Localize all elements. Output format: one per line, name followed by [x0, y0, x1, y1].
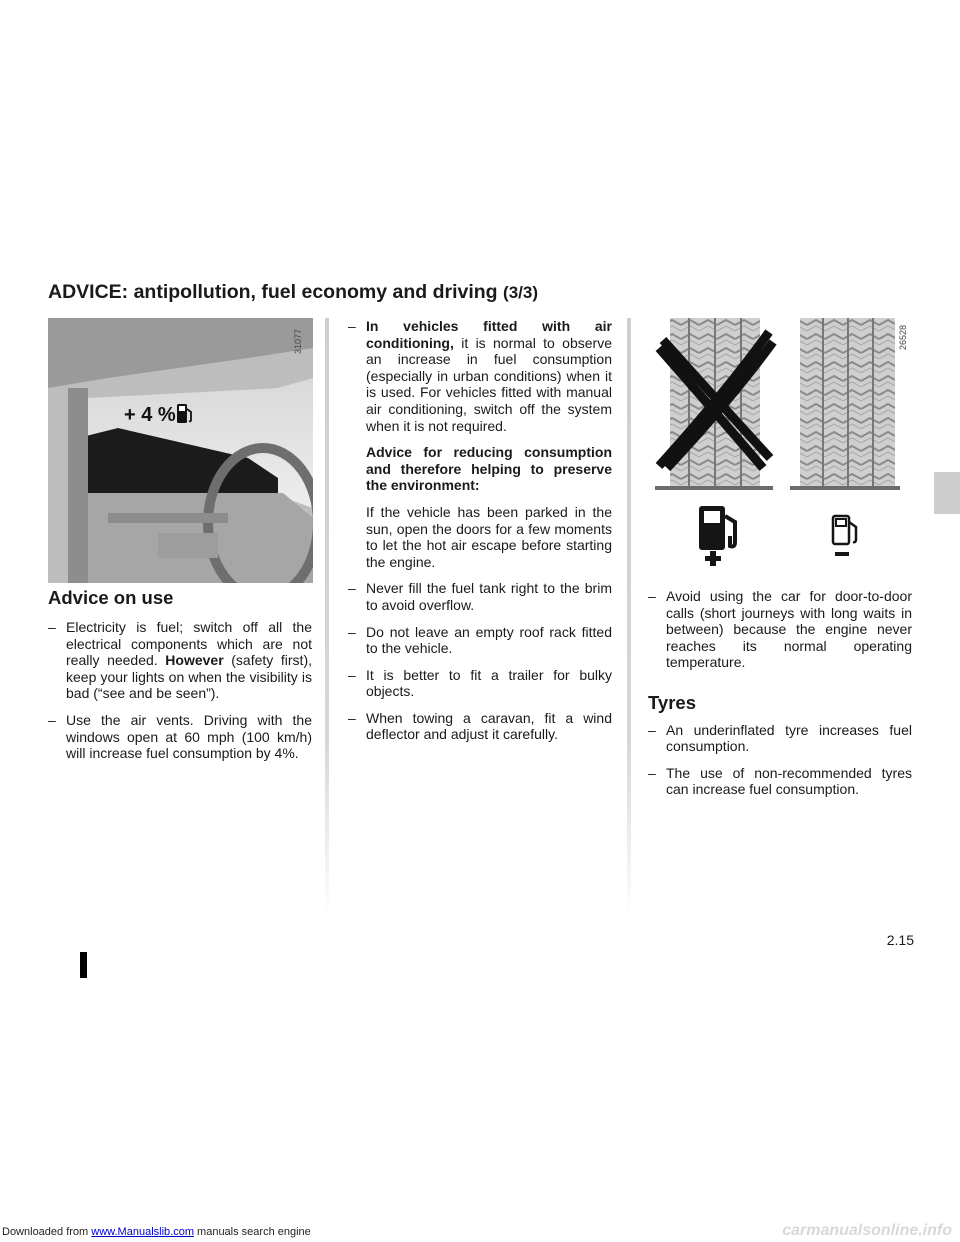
- column-1: [48, 587, 312, 772]
- tyres-illustration: [645, 318, 915, 578]
- car-window-illustration: [48, 318, 313, 583]
- section-tab: [934, 472, 960, 514]
- page-title: [48, 281, 538, 304]
- fuel-pump-icon: [176, 403, 194, 430]
- column-2: [348, 318, 612, 753]
- list-item: – Electricity is fuel; switch off all the electrical components which are not really needed. However (safety first), keep your lights on when the visibility is bad (“see and be seen”).: [48, 619, 312, 702]
- fuel-increase-label: + 4 %: [124, 404, 176, 426]
- manualslib-link[interactable]: www.Manualslib.com: [91, 1226, 194, 1238]
- section-heading-tyres: Tyres: [648, 691, 696, 713]
- list-item: – It is better to fit a trailer for bulky objects.: [348, 666, 612, 700]
- page-title-part: (3/3): [503, 283, 538, 302]
- figure-code-right: 26528: [898, 324, 908, 350]
- list-item: – When towing a caravan, fit a wind deflector and adjust it carefully.: [348, 709, 612, 743]
- fuel-pump-minus-icon: [829, 514, 869, 579]
- advice-text: If the vehicle has been parked in the sun, open the doors for a few moments to let the hot air escape before starting the engine.: [366, 503, 612, 570]
- advice-heading: Advice for reducing consumption and therefore helping to preserve the environment:: [366, 444, 612, 494]
- list-item: – In vehicles fitted with air conditioning, it is normal to observe an increase in fuel consumption (especially in urban conditions) when it is used. For vehicles fitted with manual air conditioning, switch off the system when it is not required.: [348, 318, 612, 434]
- column-3: [648, 588, 912, 808]
- page-number: 2.15: [886, 932, 914, 948]
- list-item: – Do not leave an empty roof rack fitted to the vehicle.: [348, 623, 612, 657]
- list-item: – Never fill the fuel tank right to the brim to avoid overflow.: [348, 580, 612, 613]
- list-item: – Avoid using the car for door-to-door calls (short journeys with long waits in between) because the engine never reaches its normal operating temperature.: [648, 588, 912, 671]
- list-item: – The use of non-recommended tyres can increase fuel consumption.: [648, 764, 912, 798]
- figure-code-left: 31077: [293, 328, 303, 354]
- watermark: carmanualsonline.info: [782, 1222, 952, 1239]
- print-mark: [80, 952, 87, 978]
- page-title-main: ADVICE: antipollution, fuel economy and driving: [48, 281, 498, 303]
- column-divider-1: [325, 318, 329, 918]
- download-footer: Downloaded from www.Manualslib.com manuals search engine: [2, 1226, 311, 1238]
- column-divider-2: [627, 318, 631, 918]
- list-item: – An underinflated tyre increases fuel consumption.: [648, 721, 912, 755]
- fuel-pump-plus-icon: [697, 504, 745, 579]
- list-item: – Use the air vents. Driving with the windows open at 60 mph (100 km/h) will increase fuel consumption by 4%.: [48, 711, 312, 762]
- section-heading-advice-on-use: Advice on use: [48, 587, 174, 608]
